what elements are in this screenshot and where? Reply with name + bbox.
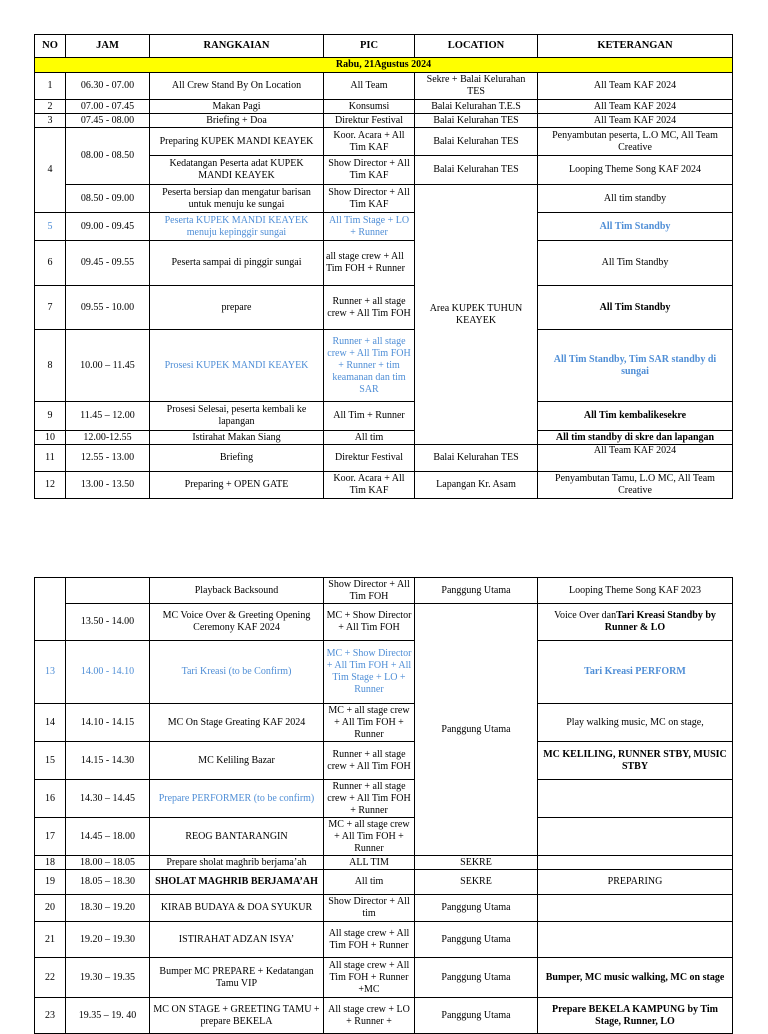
header-pic: PIC bbox=[324, 35, 415, 58]
cell-location: Balai Kelurahan TES bbox=[415, 156, 538, 185]
table-row bbox=[35, 185, 733, 213]
cell-no: 6 bbox=[35, 241, 66, 286]
cell-jam: 18.00 – 18.05 bbox=[66, 856, 150, 870]
cell-no: 10 bbox=[35, 431, 66, 445]
cell-location: Panggung Utama bbox=[415, 922, 538, 958]
cell-pic: Runner + all stage crew + All Tim FOH + Runner + tim keamanan dan tim SAR bbox=[324, 330, 415, 402]
schedule-table-1 bbox=[34, 34, 733, 499]
cell-rangkaian: Prepare sholat maghrib berjama’ah bbox=[150, 856, 324, 870]
cell-rangkaian: Prosesi KUPEK MANDI KEAYEK bbox=[150, 330, 324, 402]
cell-rangkaian: Tari Kreasi (to be Confirm) bbox=[150, 641, 324, 704]
cell-keterangan: All Team KAF 2024 bbox=[538, 114, 733, 128]
cell-keterangan: All Team KAF 2024 bbox=[538, 100, 733, 114]
keterangan-bold-text: Tari Kreasi Standby by Runner & LO bbox=[604, 610, 716, 633]
cell-jam: 12.55 - 13.00 bbox=[66, 445, 150, 472]
table-row bbox=[35, 958, 733, 998]
cell-rangkaian: Bumper MC PREPARE + Kedatangan Tamu VIP bbox=[150, 958, 324, 998]
table-row bbox=[35, 604, 733, 641]
cell-pic: Show Director + All Tim FOH bbox=[324, 578, 415, 604]
cell-jam: 09.55 - 10.00 bbox=[66, 286, 150, 330]
cell-keterangan: All tim standby bbox=[538, 185, 733, 213]
cell-pic: All Team bbox=[324, 73, 415, 100]
schedule-table-2 bbox=[34, 577, 733, 1034]
cell-no: 5 bbox=[35, 213, 66, 241]
cell-jam: 13.50 - 14.00 bbox=[66, 604, 150, 641]
cell-keterangan bbox=[538, 895, 733, 922]
cell-keterangan: Play walking music, MC on stage, bbox=[538, 704, 733, 742]
table-row bbox=[35, 818, 733, 856]
cell-pic: Koor. Acara + All Tim KAF bbox=[324, 472, 415, 499]
cell-jam: 18.30 – 19.20 bbox=[66, 895, 150, 922]
table-row bbox=[35, 641, 733, 704]
cell-keterangan: All Tim Standby bbox=[538, 213, 733, 241]
table-row bbox=[35, 445, 733, 472]
header-keterangan: KETERANGAN bbox=[538, 35, 733, 58]
keterangan-text: Voice Over dan bbox=[554, 610, 617, 621]
cell-pic: All Tim Stage + LO + Runner bbox=[324, 213, 415, 241]
cell-keterangan: All Team KAF 2024 bbox=[538, 73, 733, 100]
table-row bbox=[35, 114, 733, 128]
cell-location: Balai Kelurahan TES bbox=[415, 128, 538, 156]
table-row bbox=[35, 895, 733, 922]
header-no: NO bbox=[35, 35, 66, 58]
cell-rangkaian: prepare bbox=[150, 286, 324, 330]
table-row bbox=[35, 922, 733, 958]
cell-keterangan: All Tim Standby bbox=[538, 241, 733, 286]
cell-jam: 19.35 – 19. 40 bbox=[66, 998, 150, 1034]
cell-keterangan: PREPARING bbox=[538, 870, 733, 895]
cell-jam: 08.50 - 09.00 bbox=[66, 185, 150, 213]
cell-no: 2 bbox=[35, 100, 66, 114]
table-row bbox=[35, 286, 733, 330]
cell-pic: Runner + all stage crew + All Tim FOH bbox=[324, 742, 415, 780]
cell-pic: Show Director + All tim bbox=[324, 895, 415, 922]
cell-keterangan: Looping Theme Song KAF 2023 bbox=[538, 578, 733, 604]
cell-no: 18 bbox=[35, 856, 66, 870]
table-row bbox=[35, 472, 733, 499]
table-row bbox=[35, 856, 733, 870]
cell-location: Sekre + Balai Kelurahan TES bbox=[415, 73, 538, 100]
table-row bbox=[35, 100, 733, 114]
cell-pic: All tim bbox=[324, 870, 415, 895]
cell-location: Area KUPEK TUHUN KEAYEK bbox=[415, 185, 538, 445]
cell-rangkaian: Istirahat Makan Siang bbox=[150, 431, 324, 445]
cell-rangkaian: Playback Backsound bbox=[150, 578, 324, 604]
cell-no: 8 bbox=[35, 330, 66, 402]
cell-rangkaian: SHOLAT MAGHRIB BERJAMA’AH bbox=[150, 870, 324, 895]
cell-no: 20 bbox=[35, 895, 66, 922]
cell-jam bbox=[66, 578, 150, 604]
cell-no: 16 bbox=[35, 780, 66, 818]
cell-pic: Koor. Acara + All Tim KAF bbox=[324, 128, 415, 156]
cell-no: 4 bbox=[35, 128, 66, 213]
cell-jam: 18.05 – 18.30 bbox=[66, 870, 150, 895]
cell-jam: 14.45 – 18.00 bbox=[66, 818, 150, 856]
table-header-row bbox=[35, 35, 733, 58]
cell-pic: MC + all stage crew + All Tim FOH + Runner bbox=[324, 704, 415, 742]
cell-jam: 19.30 – 19.35 bbox=[66, 958, 150, 998]
cell-pic: Show Director + All Tim KAF bbox=[324, 156, 415, 185]
cell-keterangan: Penyambutan peserta, L.O MC, All Team Creative bbox=[538, 128, 733, 156]
header-jam: JAM bbox=[66, 35, 150, 58]
date-label: Rabu, 21Agustus 2024 bbox=[35, 58, 733, 73]
cell-rangkaian: Peserta KUPEK MANDI KEAYEK menuju kepinggir sungai bbox=[150, 213, 324, 241]
cell-no: 19 bbox=[35, 870, 66, 895]
cell-pic: MC + Show Director + All Tim FOH + All Tim Stage + LO + Runner bbox=[324, 641, 415, 704]
cell-pic: All tim bbox=[324, 431, 415, 445]
cell-keterangan: MC KELILING, RUNNER STBY, MUSIC STBY bbox=[538, 742, 733, 780]
date-row bbox=[35, 58, 733, 73]
cell-no: 11 bbox=[35, 445, 66, 472]
cell-jam: 14.15 - 14.30 bbox=[66, 742, 150, 780]
cell-keterangan bbox=[538, 856, 733, 870]
cell-jam: 14.30 – 14.45 bbox=[66, 780, 150, 818]
cell-no: 17 bbox=[35, 818, 66, 856]
cell-keterangan: All Tim Standby, Tim SAR standby di sungai bbox=[538, 330, 733, 402]
cell-keterangan bbox=[538, 818, 733, 856]
cell-pic: All stage crew + LO + Runner + bbox=[324, 998, 415, 1034]
cell-pic: Konsumsi bbox=[324, 100, 415, 114]
cell-jam: 14.00 - 14.10 bbox=[66, 641, 150, 704]
cell-no: 14 bbox=[35, 704, 66, 742]
cell-rangkaian: MC On Stage Greating KAF 2024 bbox=[150, 704, 324, 742]
cell-jam: 10.00 – 11.45 bbox=[66, 330, 150, 402]
cell-rangkaian: Prepare PERFORMER (to be confirm) bbox=[150, 780, 324, 818]
cell-keterangan: Penyambutan Tamu, L.O MC, All Team Creative bbox=[538, 472, 733, 499]
cell-no: 22 bbox=[35, 958, 66, 998]
cell-location: SEKRE bbox=[415, 856, 538, 870]
cell-rangkaian: Prosesi Selesai, peserta kembali ke lapangan bbox=[150, 402, 324, 431]
cell-no: 3 bbox=[35, 114, 66, 128]
cell-rangkaian: Preparing KUPEK MANDI KEAYEK bbox=[150, 128, 324, 156]
cell-pic: Direktur Festival bbox=[324, 114, 415, 128]
cell-no: 23 bbox=[35, 998, 66, 1034]
cell-location: Panggung Utama bbox=[415, 958, 538, 998]
cell-no: 7 bbox=[35, 286, 66, 330]
cell-pic: Runner + all stage crew + All Tim FOH + Runner bbox=[324, 780, 415, 818]
cell-location: Panggung Utama bbox=[415, 895, 538, 922]
table-row bbox=[35, 780, 733, 818]
cell-rangkaian: Briefing + Doa bbox=[150, 114, 324, 128]
cell-jam: 09.45 - 09.55 bbox=[66, 241, 150, 286]
cell-jam: 11.45 – 12.00 bbox=[66, 402, 150, 431]
cell-pic: Direktur Festival bbox=[324, 445, 415, 472]
cell-keterangan bbox=[538, 604, 733, 641]
cell-location: Lapangan Kr. Asam bbox=[415, 472, 538, 499]
cell-rangkaian: All Crew Stand By On Location bbox=[150, 73, 324, 100]
cell-jam: 08.00 - 08.50 bbox=[66, 128, 150, 185]
cell-no: 13 bbox=[35, 641, 66, 704]
header-rangkaian: RANGKAIAN bbox=[150, 35, 324, 58]
table-row bbox=[35, 330, 733, 402]
cell-pic: ALL TIM bbox=[324, 856, 415, 870]
cell-location: Panggung Utama bbox=[415, 998, 538, 1034]
cell-pic: All Tim + Runner bbox=[324, 402, 415, 431]
cell-no: 15 bbox=[35, 742, 66, 780]
cell-jam: 09.00 - 09.45 bbox=[66, 213, 150, 241]
cell-keterangan: All Tim kembalikesekre bbox=[538, 402, 733, 431]
cell-pic: all stage crew + All Tim FOH + Runner bbox=[324, 241, 415, 286]
cell-rangkaian: KIRAB BUDAYA & DOA SYUKUR bbox=[150, 895, 324, 922]
cell-jam: 07.45 - 08.00 bbox=[66, 114, 150, 128]
cell-no: 12 bbox=[35, 472, 66, 499]
cell-no: 9 bbox=[35, 402, 66, 431]
cell-jam: 13.00 - 13.50 bbox=[66, 472, 150, 499]
cell-no: 21 bbox=[35, 922, 66, 958]
table-row bbox=[35, 402, 733, 431]
cell-rangkaian: Peserta sampai di pinggir sungai bbox=[150, 241, 324, 286]
cell-pic: Runner + all stage crew + All Tim FOH bbox=[324, 286, 415, 330]
cell-location: Panggung Utama bbox=[415, 578, 538, 604]
cell-rangkaian: MC ON STAGE + GREETING TAMU + prepare BEKELA bbox=[150, 998, 324, 1034]
cell-rangkaian: Preparing + OPEN GATE bbox=[150, 472, 324, 499]
cell-pic: All stage crew + All Tim FOH + Runner +MC bbox=[324, 958, 415, 998]
cell-rangkaian: REOG BANTARANGIN bbox=[150, 818, 324, 856]
cell-pic: MC + Show Director + All Tim FOH bbox=[324, 604, 415, 641]
cell-keterangan: All Tim Standby bbox=[538, 286, 733, 330]
table-row bbox=[35, 998, 733, 1034]
table-row bbox=[35, 73, 733, 100]
table-row bbox=[35, 241, 733, 286]
cell-keterangan: All tim standby di skre dan lapangan bbox=[538, 431, 733, 445]
cell-no bbox=[35, 578, 66, 641]
cell-location: SEKRE bbox=[415, 870, 538, 895]
cell-keterangan: Tari Kreasi PERFORM bbox=[538, 641, 733, 704]
cell-keterangan: All Team KAF 2024 bbox=[538, 445, 733, 472]
cell-location: Balai Kelurahan TES bbox=[415, 445, 538, 472]
table-row bbox=[35, 578, 733, 604]
table-row bbox=[35, 704, 733, 742]
cell-keterangan: Looping Theme Song KAF 2024 bbox=[538, 156, 733, 185]
cell-rangkaian: Kedatangan Peserta adat KUPEK MANDI KEAYEK bbox=[150, 156, 324, 185]
table-row bbox=[35, 128, 733, 156]
cell-rangkaian: Briefing bbox=[150, 445, 324, 472]
cell-jam: 14.10 - 14.15 bbox=[66, 704, 150, 742]
cell-rangkaian: ISTIRAHAT ADZAN ISYA’ bbox=[150, 922, 324, 958]
header-location: LOCATION bbox=[415, 35, 538, 58]
cell-pic: Show Director + All Tim KAF bbox=[324, 185, 415, 213]
cell-location: Panggung Utama bbox=[415, 604, 538, 856]
cell-keterangan bbox=[538, 922, 733, 958]
cell-pic: MC + all stage crew + All Tim FOH + Runner bbox=[324, 818, 415, 856]
cell-rangkaian: Makan Pagi bbox=[150, 100, 324, 114]
cell-rangkaian: MC Voice Over & Greeting Opening Ceremony KAF 2024 bbox=[150, 604, 324, 641]
table-row bbox=[35, 213, 733, 241]
cell-keterangan: Bumper, MC music walking, MC on stage bbox=[538, 958, 733, 998]
cell-jam: 06.30 - 07.00 bbox=[66, 73, 150, 100]
cell-jam: 19.20 – 19.30 bbox=[66, 922, 150, 958]
cell-location: Balai Kelurahan T.E.S bbox=[415, 100, 538, 114]
cell-jam: 07.00 - 07.45 bbox=[66, 100, 150, 114]
cell-jam: 12.00-12.55 bbox=[66, 431, 150, 445]
cell-keterangan bbox=[538, 780, 733, 818]
cell-location: Balai Kelurahan TES bbox=[415, 114, 538, 128]
table-row bbox=[35, 742, 733, 780]
cell-rangkaian: MC Keliling Bazar bbox=[150, 742, 324, 780]
cell-no: 1 bbox=[35, 73, 66, 100]
cell-keterangan: Prepare BEKELA KAMPUNG by Tim Stage, Runner, LO bbox=[538, 998, 733, 1034]
table-row bbox=[35, 870, 733, 895]
cell-pic: All stage crew + All Tim FOH + Runner bbox=[324, 922, 415, 958]
table-row bbox=[35, 431, 733, 445]
cell-rangkaian: Peserta bersiap dan mengatur barisan untuk menuju ke sungai bbox=[150, 185, 324, 213]
